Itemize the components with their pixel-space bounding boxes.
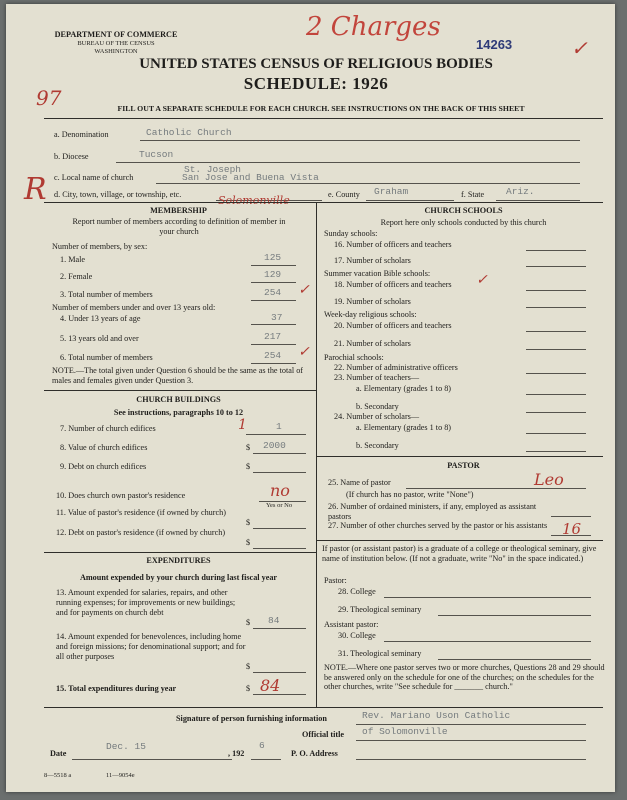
pastor-note: NOTE.—Where one pastor serves two or more churches, Questions 28 and 29 should be answered only on the schedule for one of the churches; on the schedules for the other churches, write "See schedule for _______ church." — [324, 663, 605, 691]
column-divider — [316, 202, 317, 707]
q19-field[interactable] — [526, 307, 586, 308]
summer-label: Summer vacation Bible schools: — [324, 269, 431, 278]
q3-label: 3. Total number of members — [60, 290, 153, 299]
q14-label: 14. Amount expended for benevolences, including home and foreign missions; for denominational support; and for all other purposes — [56, 632, 246, 661]
parochial-label: Parochial schools: — [324, 353, 384, 362]
q11-dollar: $ — [246, 518, 251, 527]
q4-value: 37 — [271, 312, 283, 323]
handwritten-number: 97 — [36, 86, 62, 110]
identity-divider — [44, 202, 603, 203]
q24a-field[interactable] — [526, 433, 586, 434]
schools-divider — [316, 456, 603, 457]
q23b-field[interactable] — [526, 412, 586, 413]
q3-value: 254 — [264, 287, 282, 298]
q12-dollar: $ — [246, 538, 251, 547]
q7-hand-value: 1 — [238, 417, 247, 433]
year-field[interactable] — [251, 759, 281, 760]
q6-label: 6. Total number of members — [60, 353, 153, 362]
header-divider — [44, 118, 603, 119]
q4-field[interactable] — [251, 324, 296, 325]
schools-heading: CHURCH SCHOOLS — [424, 206, 503, 215]
date-value: Dec. 15 — [106, 741, 146, 752]
handwritten-top-note: 2 Charges — [306, 12, 441, 42]
q5-field[interactable] — [251, 344, 296, 345]
q13-dollar: $ — [246, 618, 251, 627]
expenditures-subheading: Amount expended by your church during last fiscal year — [79, 573, 278, 582]
q3-check-icon: ✓ — [298, 282, 310, 298]
q2-label: 2. Female — [60, 272, 93, 281]
q1-field[interactable] — [251, 265, 296, 266]
official-title-value: of Solomonville — [362, 726, 448, 737]
q13-value: 84 — [268, 615, 280, 626]
q9-dollar: $ — [246, 462, 251, 471]
q8-dollar: $ — [246, 443, 251, 452]
q11-field[interactable] — [253, 528, 306, 529]
graduate-note: If pastor (or assistant pastor) is a graduate of a college or theological seminary, give name of institution below. (If not a graduate, write "No" in the space indicated.) — [322, 544, 597, 563]
q24b-field[interactable] — [526, 451, 586, 452]
local-name-field[interactable] — [156, 183, 580, 184]
q8-value: 2000 — [263, 440, 286, 451]
local-name-label: c. Local name of church — [54, 173, 134, 182]
q25-label: 25. Name of pastor — [328, 478, 391, 487]
pastor-divider — [316, 540, 603, 541]
diocese-field[interactable] — [116, 162, 580, 163]
q8-field[interactable] — [253, 453, 306, 454]
q15-dollar: $ — [246, 684, 251, 693]
membership-divider — [44, 390, 316, 391]
q28-label: 28. College — [338, 587, 376, 596]
q25-value: Leo — [534, 470, 564, 489]
q23a-label: a. Elementary (grades 1 to 8) — [356, 384, 452, 393]
city-label: WASHINGTON — [94, 48, 138, 55]
q25-note: (If church has no pastor, write "None") — [346, 490, 474, 499]
county-value: Graham — [374, 186, 409, 197]
buildings-heading: CHURCH BUILDINGS — [136, 395, 221, 404]
q18-field[interactable] — [526, 290, 586, 291]
expenditures-heading: EXPENDITURES — [146, 556, 211, 565]
schedule-title: SCHEDULE: 1926 — [243, 74, 389, 93]
census-schedule-sheet — [6, 4, 615, 792]
denomination-label: a. Denomination — [54, 130, 109, 139]
q21-label: 21. Number of scholars — [334, 339, 411, 348]
q22-label: 22. Number of administrative officers — [334, 363, 458, 372]
city-handwritten: Solomonville — [218, 194, 290, 207]
q18-check-icon: ✓ — [476, 272, 488, 288]
q29-label: 29. Theological seminary — [338, 605, 422, 614]
q23a-field[interactable] — [526, 394, 586, 395]
q17-field[interactable] — [526, 266, 586, 267]
q9-field[interactable] — [253, 472, 306, 473]
q7-value: 1 — [276, 421, 282, 432]
po-address-label: P. O. Address — [291, 749, 338, 758]
q3-field[interactable] — [251, 300, 296, 301]
weekday-label: Week-day religious schools: — [324, 310, 417, 319]
official-title-field[interactable] — [356, 740, 586, 741]
q1-value: 125 — [264, 252, 282, 263]
year-prefix: , 192 — [228, 749, 245, 758]
date-label: Date — [50, 749, 67, 758]
q22-field[interactable] — [526, 373, 586, 374]
q28-field[interactable] — [384, 597, 591, 598]
q30-label: 30. College — [338, 631, 376, 640]
footer-divider — [44, 707, 603, 708]
local-name-value-1: St. Joseph — [184, 164, 242, 175]
q14-dollar: $ — [246, 662, 251, 671]
q20-field[interactable] — [526, 331, 586, 332]
q13-field[interactable] — [253, 628, 306, 629]
q7-field[interactable] — [246, 434, 306, 435]
q4-label: 4. Under 13 years of age — [60, 314, 141, 323]
schools-subheading: Report here only schools conducted by this church — [380, 218, 547, 227]
by-sex-label: Number of members, by sex: — [52, 242, 148, 251]
q24-label: 24. Number of scholars— — [334, 412, 420, 421]
state-label: f. State — [461, 190, 485, 199]
diocese-label: b. Diocese — [54, 152, 89, 161]
county-label: e. County — [328, 190, 360, 199]
county-field[interactable] — [366, 200, 454, 201]
check-mark-icon: ✓ — [571, 36, 588, 60]
q5-value: 217 — [264, 331, 282, 342]
pastor-heading: PASTOR — [447, 461, 480, 470]
denomination-field[interactable] — [140, 140, 580, 141]
q10-value: no — [270, 481, 290, 500]
q6-field[interactable] — [251, 363, 296, 364]
q6-check-icon: ✓ — [298, 344, 310, 360]
signature-value: Rev. Mariano Uson Catholic — [362, 710, 511, 721]
q12-label: 12. Debt on pastor's residence (if owned by church) — [56, 528, 226, 537]
buildings-divider — [44, 552, 316, 553]
q2-value: 129 — [264, 269, 282, 280]
form-title: UNITED STATES CENSUS OF RELIGIOUS BODIES — [139, 56, 493, 72]
pastor-label: Pastor: — [324, 576, 347, 585]
q29-field[interactable] — [438, 615, 591, 616]
q24a-label: a. Elementary (grades 1 to 8) — [356, 423, 452, 432]
local-name-value-2: San Jose and Buena Vista — [182, 172, 319, 183]
state-value: Ariz. — [506, 186, 535, 197]
membership-heading: MEMBERSHIP — [150, 206, 207, 215]
q19-label: 19. Number of scholars — [334, 297, 411, 306]
department-label: DEPARTMENT OF COMMERCE — [54, 30, 178, 39]
state-field[interactable] — [496, 200, 580, 201]
q13-label: 13. Amount expended for salaries, repairs, and other running expenses; for improvements or new buildings; and for payments on church debt — [56, 588, 236, 617]
sunday-label: Sunday schools: — [324, 229, 378, 238]
q16-label: 16. Number of officers and teachers — [334, 240, 452, 249]
q23-label: 23. Number of teachers— — [334, 373, 420, 382]
q15-label: 15. Total expenditures during year — [56, 684, 177, 693]
q20-label: 20. Number of officers and teachers — [334, 321, 452, 330]
instruction-line: FILL OUT A SEPARATE SCHEDULE FOR EACH CHURCH. SEE INSTRUCTIONS ON THE BACK OF THIS SHEET — [117, 104, 525, 113]
year-value: 6 — [259, 740, 265, 751]
q17-label: 17. Number of scholars — [334, 256, 411, 265]
form-code: 8—5518 a — [44, 772, 72, 779]
q6-value: 254 — [264, 350, 282, 361]
q10-label: 10. Does church own pastor's residence — [56, 491, 186, 500]
buildings-subheading: See instructions, paragraphs 10 to 12 — [113, 408, 244, 417]
q2-field[interactable] — [251, 282, 296, 283]
q31-label: 31. Theological seminary — [338, 649, 422, 658]
yes-no-hint: Yes or No — [266, 502, 293, 509]
q23b-label: b. Secondary — [356, 402, 399, 411]
q9-label: 9. Debt on church edifices — [60, 462, 147, 471]
q15-value: 84 — [260, 676, 281, 695]
q27-value: 16 — [562, 520, 582, 538]
diocese-value: Tucson — [139, 149, 174, 160]
po-address-field[interactable] — [356, 759, 586, 760]
q27-label: 27. Number of other churches served by the pastor or his assistants — [328, 521, 548, 530]
official-title-label: Official title — [302, 730, 345, 739]
q31-field[interactable] — [438, 659, 591, 660]
q26-field[interactable] — [551, 516, 591, 517]
stamp-number: 14263 — [476, 37, 513, 52]
q11-label: 11. Value of pastor's residence (if owned by church) — [56, 508, 226, 517]
signature-label: Signature of person furnishing information — [176, 714, 327, 723]
assistant-label: Assistant pastor: — [324, 620, 379, 629]
q8-label: 8. Value of church edifices — [60, 443, 148, 452]
q24b-label: b. Secondary — [356, 441, 399, 450]
q14-field[interactable] — [253, 672, 306, 673]
denomination-value: Catholic Church — [146, 127, 232, 138]
q18-label: 18. Number of officers and teachers — [334, 280, 452, 289]
membership-note: NOTE.—The total given under Question 6 should be the same as the total of males and females given under Question 3. — [52, 366, 304, 385]
q30-field[interactable] — [384, 641, 591, 642]
membership-subheading: Report number of members according to definition of member in your church — [72, 217, 286, 236]
q12-field[interactable] — [253, 548, 306, 549]
print-code: 11—9054e — [106, 772, 135, 779]
date-field[interactable] — [72, 759, 232, 760]
q1-label: 1. Male — [60, 255, 86, 264]
bureau-label: BUREAU OF THE CENSUS — [77, 40, 155, 47]
handwritten-r-mark: R — [24, 172, 47, 207]
age-label: Number of members under and over 13 years old: — [52, 303, 216, 312]
signature-field[interactable] — [356, 724, 586, 725]
q7-label: 7. Number of church edifices — [60, 424, 156, 433]
q26-label: 26. Number of ordained ministers, if any, employed as assistant pastors — [328, 502, 537, 521]
q16-field[interactable] — [526, 250, 586, 251]
q5-label: 5. 13 years old and over — [60, 334, 139, 343]
q21-field[interactable] — [526, 349, 586, 350]
city-field-label: d. City, town, village, or township, etc. — [54, 190, 182, 199]
